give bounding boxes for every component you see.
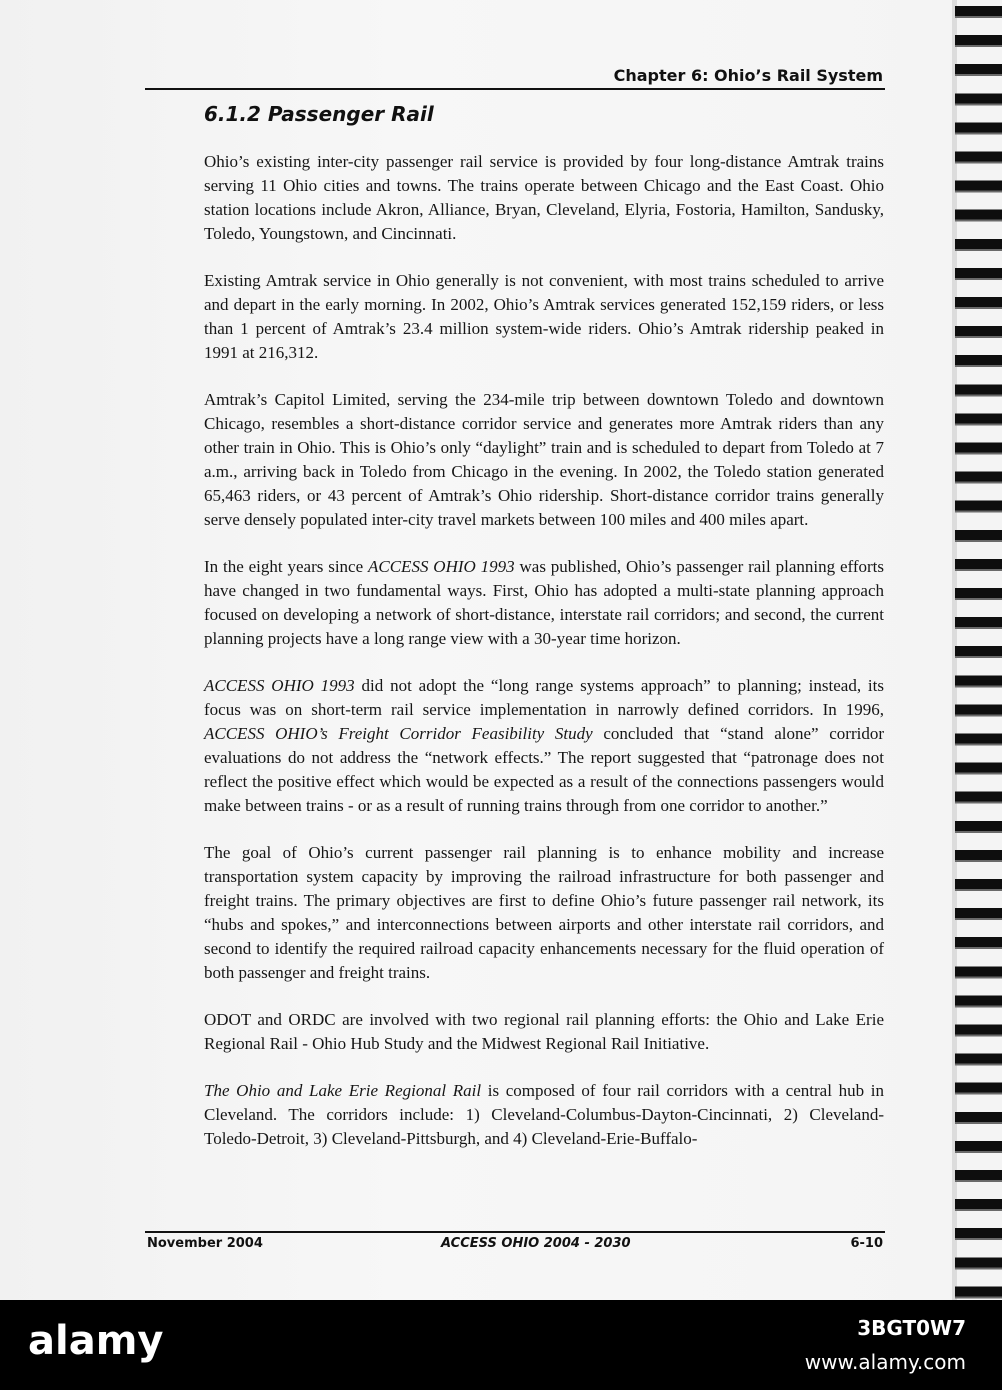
site-url: www.alamy.com [804, 1350, 966, 1374]
paragraph: Ohio’s existing inter-city passenger rail service is provided by four long-distance Amtrak trains serving 11 Ohio cities and towns. The trains operate between Chicago and the East Coast. Ohio station locations include Akron, Alliance, Bryan, Cleveland, Elyria, Fostoria, Hamilton, Sandusky, Toledo, Youngstown, and Cincinnati. [204, 152, 884, 243]
image-id: 3BGT0W7 [857, 1316, 966, 1340]
text-run: was published, Ohio’s passenger rail planning efforts have changed in two fundamental ways. First, Ohio has adopted a multi-state planning approach focused on developing a network of short-distance, interstate rail corridors; and second, the current planning projects have a long range view with a 30-year time horizon. [204, 557, 885, 648]
italic-title: ACCESS OHIO’s Freight Corridor Feasibility Study [204, 724, 593, 743]
paragraph: Amtrak’s Capitol Limited, serving the 234-mile trip between downtown Toledo and downtown Chicago, resembles a short-distance corridor service and generates more Amtrak riders than any other train in Ohio. This is Ohio’s only “daylight” train and is scheduled to depart from Toledo at 7 a.m., arriving back in Toledo from Chicago in the evening. In 2002, the Toledo station generated 65,463 riders, or 43 percent of Amtrak’s Ohio ridership. Short-distance corridor trains generally serve densely populated inter-city travel markets between 100 miles and 400 miles apart. [204, 390, 884, 529]
paragraph [204, 674, 884, 818]
text-run: concluded that “stand alone” corridor evaluations do not address the “network effects.” The report suggested that “patronage does not reflect the positive effect which would be expected as a result of the connections passengers would make between trains - or as a result of running trains through from one corridor to another.” [204, 724, 884, 815]
italic-title: The Ohio and Lake Erie Regional Rail [204, 1081, 482, 1100]
spiral-binding [955, 0, 1002, 1300]
italic-title: ACCESS OHIO 1993 [368, 557, 515, 576]
footer-title: ACCESS OHIO 2004 - 2030 [441, 1236, 631, 1251]
brand-logo: alamy [28, 1318, 164, 1364]
italic-title: ACCESS OHIO 1993 [204, 676, 355, 695]
section-heading: 6.1.2 Passenger Rail [204, 102, 434, 126]
page-footer [145, 1231, 885, 1253]
paragraph: The goal of Ohio’s current passenger rail planning is to enhance mobility and increase transportation system capacity by improving the railroad infrastructure for both passenger and freight trains. The primary objectives are first to define Ohio’s future passenger rail network, its “hubs and spokes,” and interconnections between airports and other interstate rail corridors, and second to identify the required railroad capacity enhancements necessary for the fluid operation of both passenger and freight trains. [204, 843, 884, 982]
page-header [145, 64, 885, 90]
stock-watermark-bar [0, 1300, 1002, 1390]
chapter-title: Chapter 6: Ohio’s Rail System [613, 66, 883, 85]
paragraph [204, 1079, 884, 1151]
body-text [204, 150, 884, 1174]
text-run: did not adopt the “long range systems approach” to planning; instead, its focus was on short-term rail service implementation in narrowly defined corridors. In 1996, [204, 676, 884, 719]
text-run: is composed of four rail corridors with a central hub in Cleveland. The corridors include: 1) Cleveland-Columbus-Dayton-Cincinnati, 2) Cleveland-Toledo-Detroit, 3) Cleveland-Pittsburgh, and 4) Cleveland-Erie-Buffalo- [204, 1081, 884, 1148]
paragraph: Existing Amtrak service in Ohio generally is not convenient, with most trains scheduled to arrive and depart in the early morning. In 2002, Ohio’s Amtrak services generated 152,159 riders, or less than 1 percent of Amtrak’s 23.4 million system-wide riders. Ohio’s Amtrak ridership peaked in 1991 at 216,312. [204, 271, 884, 362]
text-run: In the eight years since [204, 557, 368, 576]
page-number: 6-10 [850, 1236, 883, 1251]
paragraph: ODOT and ORDC are involved with two regional rail planning efforts: the Ohio and Lake Erie Regional Rail - Ohio Hub Study and the Midwest Regional Rail Initiative. [204, 1010, 884, 1053]
paragraph [204, 555, 884, 651]
footer-date: November 2004 [147, 1236, 263, 1251]
